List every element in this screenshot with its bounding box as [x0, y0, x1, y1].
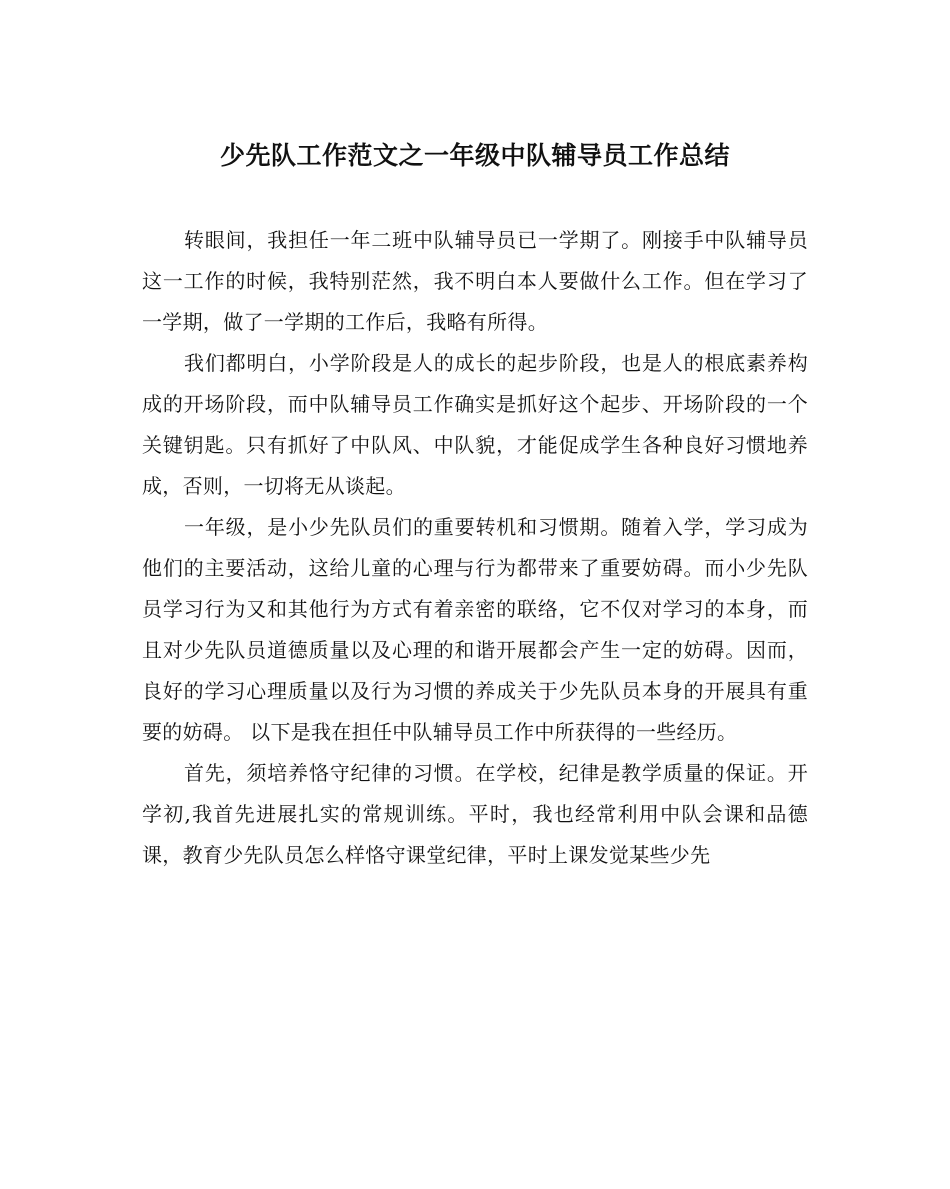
paragraph-1: 转眼间，我担任一年二班中队辅导员已一学期了。刚接手中队辅导员这一工作的时候，我特别茫然，我不明白本人要做什么工作。但在学习了一学期，做了一学期的工作后，我略有所得。: [142, 228, 808, 334]
document-body: [142, 220, 808, 876]
document-title: 少先队工作范文之一年级中队辅导员工作总结: [219, 141, 730, 170]
paragraph-3: 一年级，是小少先队员们的重要转机和习惯期。随着入学，学习成为他们的主要活动，这给儿童的心理与行为都带来了重要妨碍。而小少先队员学习行为又和其他行为方式有着亲密的联络，它不仅对学习的本身，而且对少先队员道德质量以及心理的和谐开展都会产生一定的妨碍。因而，良好的学习心理质量以及行为习惯的养成关于少先队员本身的开展具有重要的妨碍。 以下是我在担任中队辅导员工作中所获得的一些经历。: [142, 515, 808, 744]
paragraph-4: 首先，须培养恪守纪律的习惯。在学校，纪律是教学质量的保证。开学初,我首先进展扎实的常规训练。平时，我也经常利用中队会课和品德课，教育少先队员怎么样恪守课堂纪律，平时上课发觉某些少先: [142, 761, 808, 867]
paragraph-2: 我们都明白，小学阶段是人的成长的起步阶段，也是人的根底素养构成的开场阶段，而中队辅导员工作确实是抓好这个起步、开场阶段的一个关键钥匙。只有抓好了中队风、中队貌，才能促成学生各种良好习惯地养成，否则，一切将无从谈起。: [142, 351, 808, 498]
